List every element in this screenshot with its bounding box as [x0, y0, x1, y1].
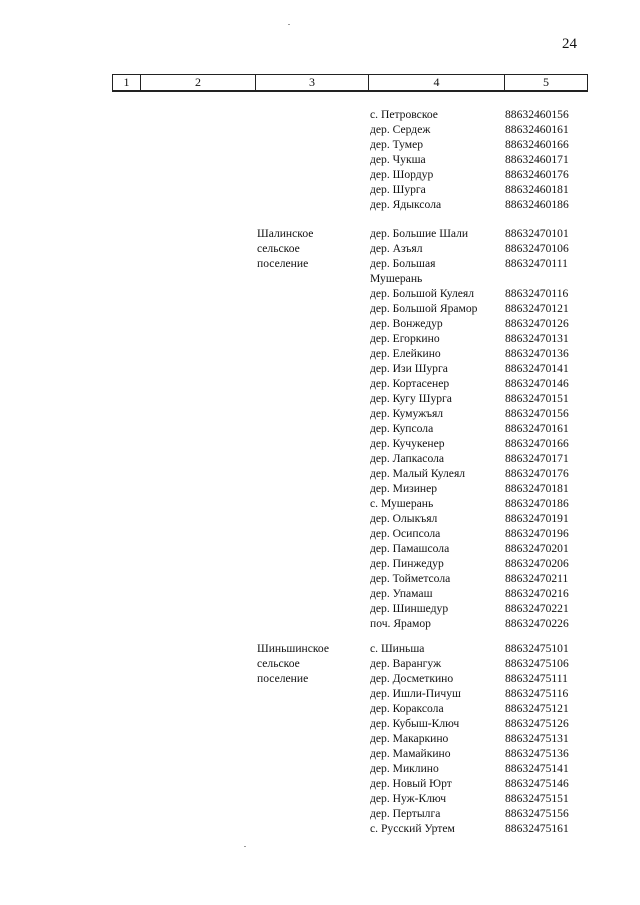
settlement-name: дер. Сердеж [370, 123, 431, 136]
oktmo-code: 88632475126 [505, 717, 569, 730]
oktmo-code: 88632475161 [505, 822, 569, 835]
settlement-name: дер. Тойметсола [370, 572, 451, 585]
oktmo-code: 88632470131 [505, 332, 569, 345]
settlement-name: дер. Большой Кулеял [370, 287, 475, 300]
oktmo-code: 88632475121 [505, 702, 569, 715]
oktmo-code: 88632470106 [505, 242, 569, 255]
oktmo-code: 88632470216 [505, 587, 569, 600]
settlement-name: дер. Купсола [370, 422, 434, 435]
oktmo-code: 88632475106 [505, 657, 569, 670]
settlement-name: дер. Шурга [370, 183, 426, 196]
settlement-name: дер. Кубыш-Ключ [370, 717, 460, 730]
oktmo-code: 88632470206 [505, 557, 569, 570]
oktmo-code: 88632470211 [505, 572, 569, 585]
oktmo-code: 88632470146 [505, 377, 569, 390]
settlement-name: дер. Нуж-Ключ [370, 792, 447, 805]
settlement-name: дер. Пинжедур [370, 557, 444, 570]
oktmo-code: 88632470186 [505, 497, 569, 510]
oktmo-code: 88632470136 [505, 347, 569, 360]
settlement-name: поч. Ярамор [370, 617, 431, 630]
settlement-name: дер. Большой Ярамор [370, 302, 478, 315]
settlement-name: дер. Памашсола [370, 542, 450, 555]
settlement-name: дер. Ишли-Пичуш [370, 687, 461, 700]
oktmo-code: 88632475116 [505, 687, 569, 700]
settlement-name: дер. Олыкъял [370, 512, 438, 525]
settlement-name: дер. Егоркино [370, 332, 440, 345]
oktmo-code: 88632470191 [505, 512, 569, 525]
oktmo-code: 88632470171 [505, 452, 569, 465]
settlement-name: дер. Пертылга [370, 807, 441, 820]
oktmo-code: 88632470226 [505, 617, 569, 630]
header-col-5: 5 [543, 75, 549, 89]
oktmo-code: 88632470121 [505, 302, 569, 315]
oktmo-code: 88632470166 [505, 437, 569, 450]
oktmo-code: 88632460186 [505, 198, 569, 211]
settlement-name: дер. Большие Шали [370, 227, 469, 240]
settlement-name: дер. Изи Шурга [370, 362, 448, 375]
oktmo-code: 88632460171 [505, 153, 569, 166]
oktmo-code: 88632470196 [505, 527, 569, 540]
header-col-2: 2 [141, 75, 256, 90]
oktmo-code: 88632475101 [505, 642, 569, 655]
oktmo-code: 88632470181 [505, 482, 569, 495]
oktmo-code: 88632475141 [505, 762, 569, 775]
settlement-name: дер. Тумер [370, 138, 424, 151]
settlement-name: дер. Малый Кулеял [370, 467, 466, 480]
settlement-name: дер. Макаркино [370, 732, 449, 745]
scan-dot [288, 24, 290, 25]
oktmo-code: 88632470116 [505, 287, 569, 300]
settlement-name: дер. Азъял [370, 242, 423, 255]
scan-dot [244, 846, 246, 847]
settlement-name: с. Русский Уртем [370, 822, 455, 835]
settlement-name: с. Петровское [370, 108, 438, 121]
oktmo-code: 88632460181 [505, 183, 569, 196]
settlement-name: дер. Миклино [370, 762, 439, 775]
oktmo-code: 88632460156 [505, 108, 569, 121]
header-col-4: 4 [369, 75, 505, 90]
oktmo-code: 88632470221 [505, 602, 569, 615]
settlement-name: дер. Кучукенер [370, 437, 445, 450]
oktmo-code: 88632475156 [505, 807, 569, 820]
oktmo-code: 88632470141 [505, 362, 569, 375]
oktmo-code: 88632460166 [505, 138, 569, 151]
settlement-name: дер. Мизинер [370, 482, 438, 495]
settlement-name: дер. Кораксола [370, 702, 444, 715]
settlement-name: дер. Кугу Шурга [370, 392, 452, 405]
settlement-name: дер. Лапкасола [370, 452, 445, 465]
settlement-name: дер. Большая Мушерань [370, 257, 436, 285]
oktmo-code: 88632475131 [505, 732, 569, 745]
settlement-name: дер. Варангуж [370, 657, 442, 670]
settlement-name: дер. Шордур [370, 168, 434, 181]
oktmo-code: 88632470151 [505, 392, 569, 405]
municipality-label: Шиньшинское сельское поселение [257, 642, 330, 685]
settlement-name: дер. Мамайкино [370, 747, 451, 760]
settlement-name: дер. Елейкино [370, 347, 441, 360]
settlement-name: дер. Упамаш [370, 587, 433, 600]
table-header-row [112, 74, 588, 92]
settlement-name: с. Мушерань [370, 497, 434, 510]
settlement-name: с. Шиньша [370, 642, 425, 655]
settlement-name: дер. Вонжедур [370, 317, 443, 330]
oktmo-code: 88632470156 [505, 407, 569, 420]
municipality-label: Шалинское сельское поселение [257, 227, 314, 270]
header-col-1: 1 [113, 75, 141, 90]
oktmo-code: 88632470161 [505, 422, 569, 435]
oktmo-code: 88632475146 [505, 777, 569, 790]
header-col-3: 3 [256, 75, 369, 90]
settlement-name: дер. Новый Юрт [370, 777, 452, 790]
oktmo-code: 88632470101 [505, 227, 569, 240]
settlement-name: дер. Шиншедур [370, 602, 449, 615]
oktmo-code: 88632475151 [505, 792, 569, 805]
oktmo-code: 88632470176 [505, 467, 569, 480]
settlement-name: дер. Чукша [370, 153, 426, 166]
oktmo-code: 88632470201 [505, 542, 569, 555]
settlement-name: дер. Кумужъял [370, 407, 444, 420]
oktmo-code: 88632470126 [505, 317, 569, 330]
oktmo-code: 88632475111 [505, 672, 568, 685]
oktmo-code: 88632470111 [505, 257, 568, 270]
page-number: 24 [562, 36, 577, 52]
oktmo-code: 88632460176 [505, 168, 569, 181]
settlement-name: дер. Осипсола [370, 527, 441, 540]
settlement-name: дер. Кортасенер [370, 377, 450, 390]
oktmo-code: 88632460161 [505, 123, 569, 136]
settlement-name: дер. Досметкино [370, 672, 454, 685]
oktmo-code: 88632475136 [505, 747, 569, 760]
settlement-name: дер. Ядыксола [370, 198, 442, 211]
